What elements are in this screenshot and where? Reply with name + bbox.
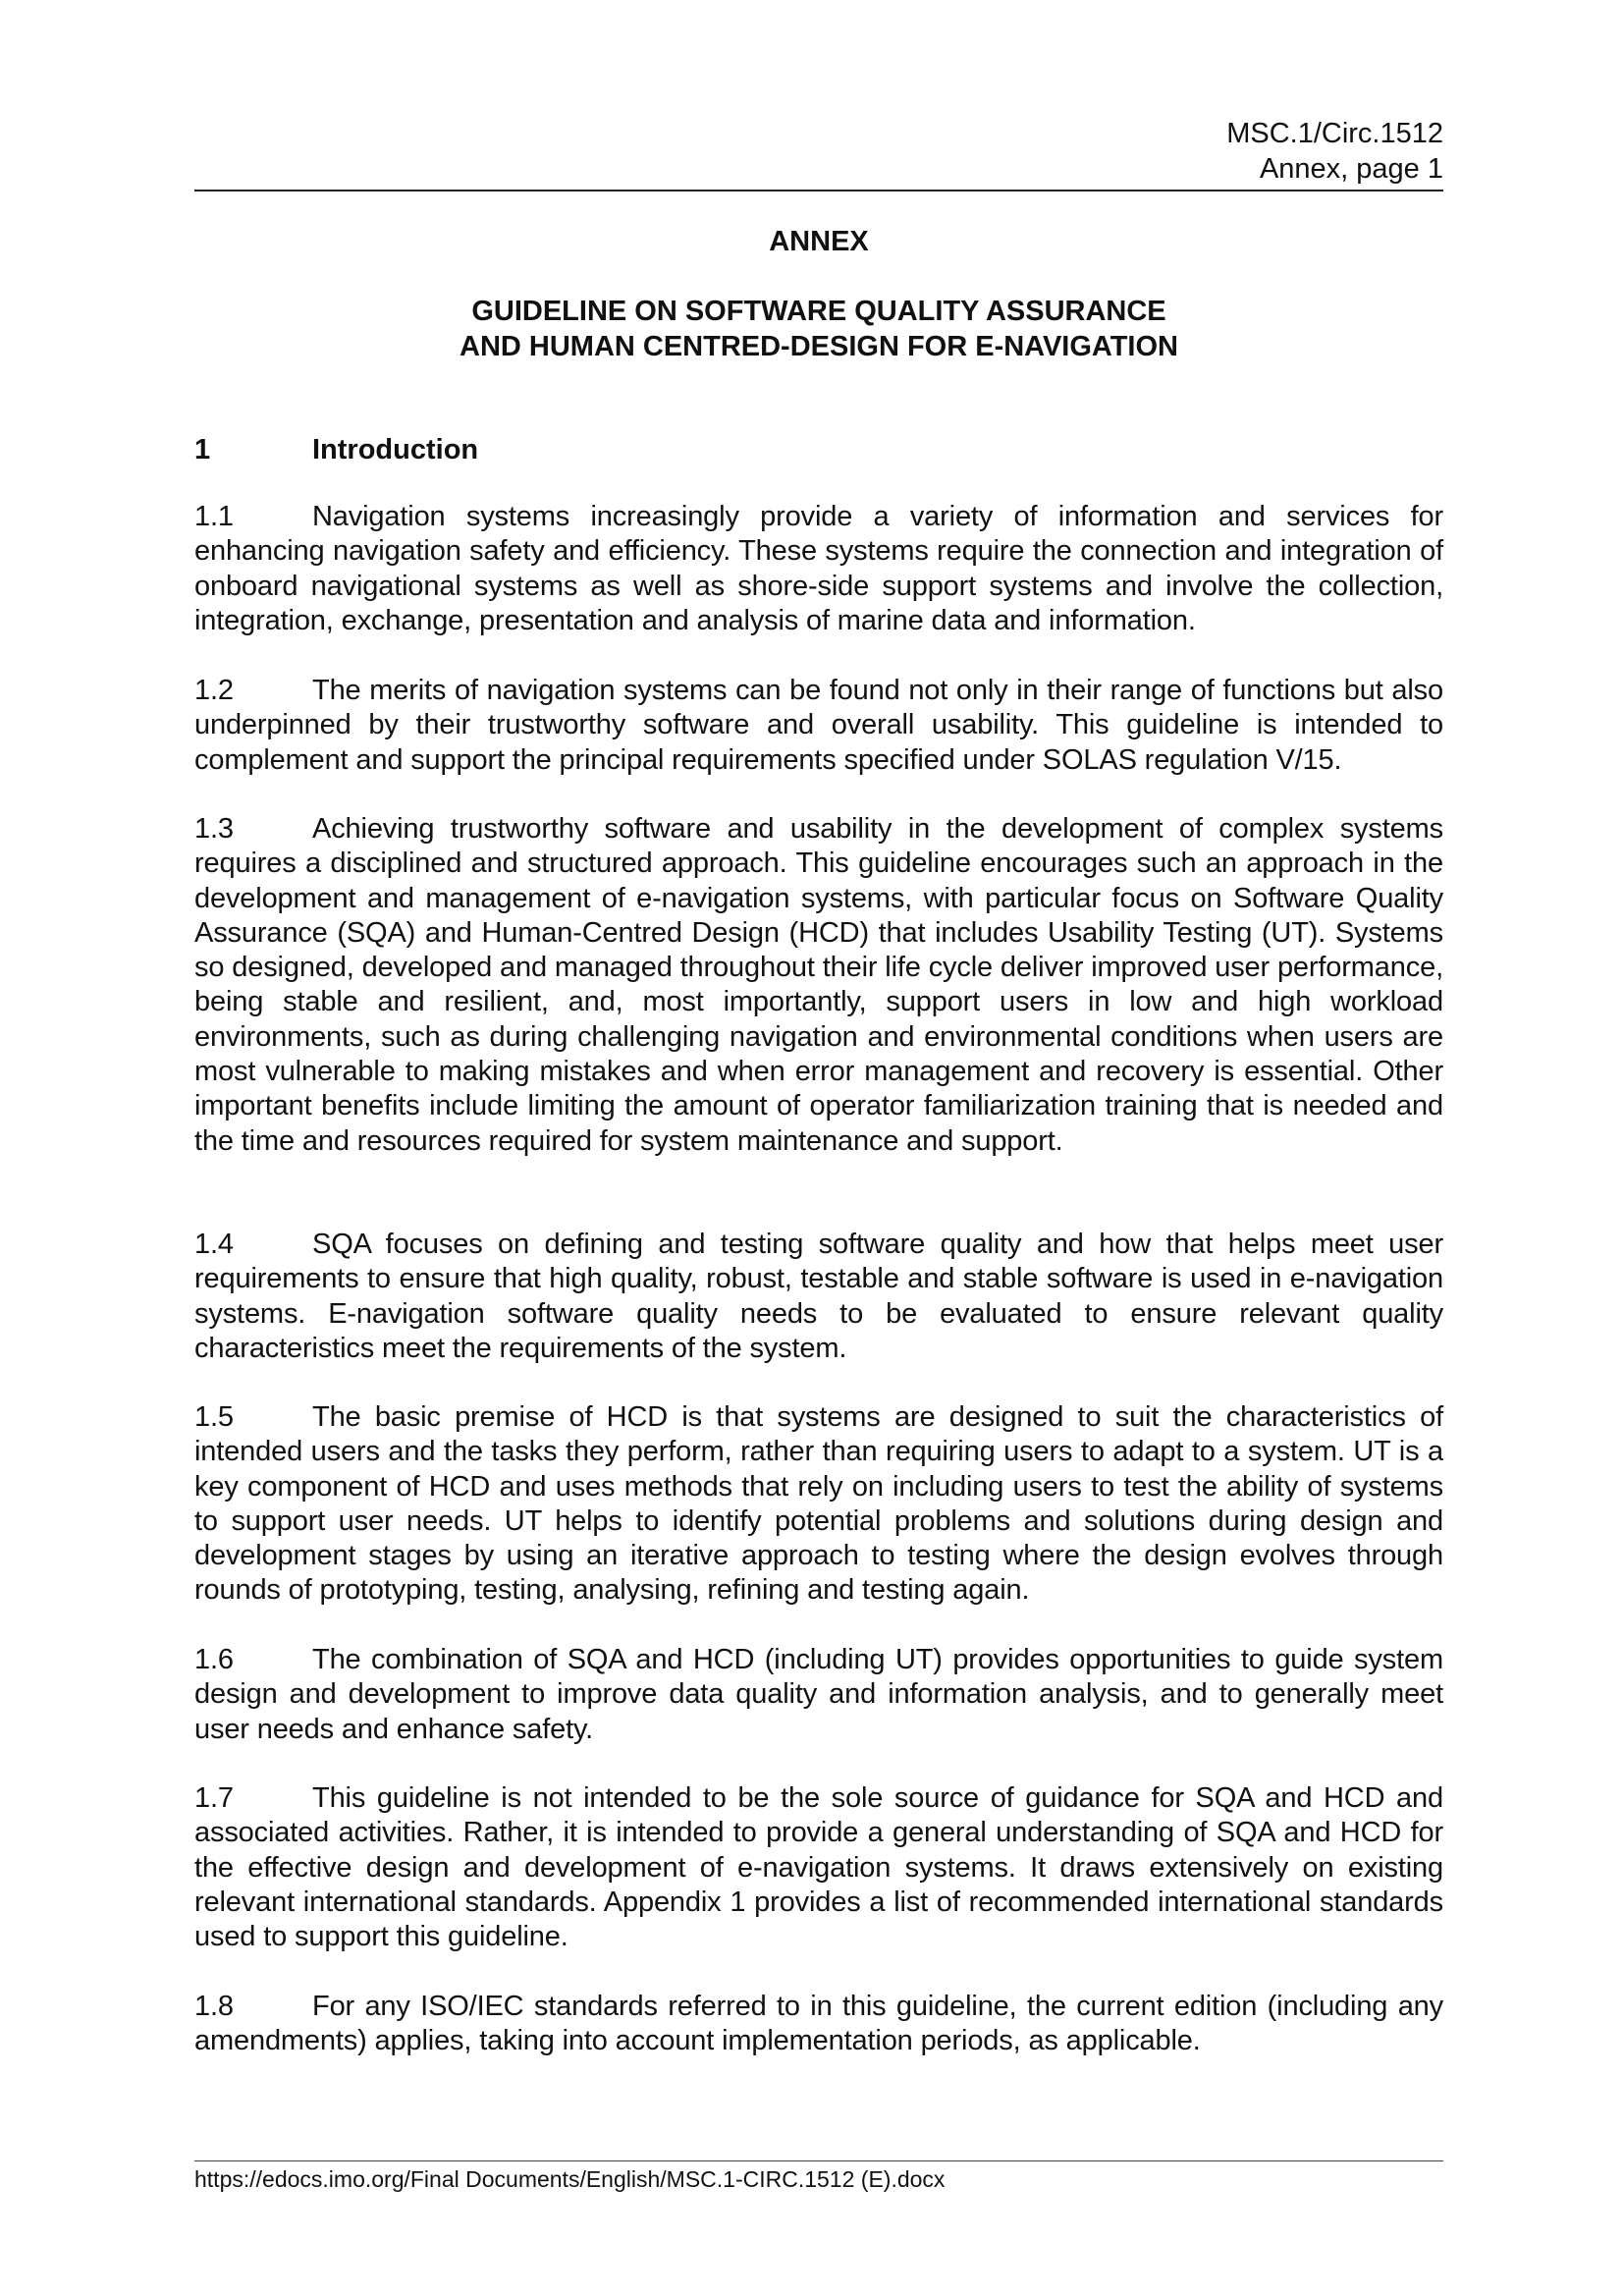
paragraph-number: 1.6 bbox=[194, 1644, 234, 1675]
paragraph-1-8 bbox=[194, 1990, 1443, 2059]
paragraph-text: The basic premise of HCD is that systems are designed to suit the characteristics of intended users and the tasks they perform, rather than requiring users to adapt to a system. UT is a key component of HCD and uses methods that rely on including users to test the ability of systems to support user needs. UT helps to identify potential problems and solutions during design and development stages by using an iterative approach to testing where the design evolves through rounds of prototyping, testing, analysing, refining and testing again. bbox=[194, 1401, 1443, 1607]
document-title-line-2: AND HUMAN CENTRED-DESIGN FOR E-NAVIGATION bbox=[460, 331, 1178, 362]
annex-label: ANNEX bbox=[769, 226, 869, 257]
paragraph-number: 1.2 bbox=[194, 675, 234, 706]
paragraph-text: For any ISO/IEC standards referred to in this guideline, the current edition (including any amendments) applies, taking into account implementation periods, as applicable. bbox=[194, 1991, 1443, 2057]
paragraph-number: 1.4 bbox=[194, 1229, 234, 1260]
paragraph-1-1 bbox=[194, 500, 1443, 638]
paragraph-text: The combination of SQA and HCD (including UT) provides opportunities to guide system design and development to improve data quality and information analysis, and to generally meet user needs and enhance safety. bbox=[194, 1644, 1443, 1745]
section-title: Introduction bbox=[312, 434, 479, 465]
header-divider bbox=[194, 190, 1443, 191]
paragraph-1-3 bbox=[194, 812, 1443, 1159]
paragraph-number: 1.7 bbox=[194, 1782, 234, 1814]
page-reference: Annex, page 1 bbox=[1259, 153, 1443, 185]
paragraph-1-4 bbox=[194, 1228, 1443, 1366]
paragraph-text: This guideline is not intended to be the sole source of guidance for SQA and HCD and associated activities. Rather, it is intended to provide a general understanding of SQA and HCD for the effective design and development of e-navigation systems. It draws extensively on existing relevant international standards. Appendix 1 provides a list of recommended international standards used to support this guideline. bbox=[194, 1782, 1443, 1953]
paragraph-number: 1.8 bbox=[194, 1991, 234, 2022]
paragraph-number: 1.1 bbox=[194, 501, 234, 532]
paragraph-text: The merits of navigation systems can be found not only in their range of functions but also underpinned by their trustworthy software and overall usability. This guideline is intended to complement and support the principal requirements specified under SOLAS regulation V/15. bbox=[194, 675, 1443, 776]
paragraph-1-7 bbox=[194, 1781, 1443, 1954]
document-title bbox=[194, 294, 1443, 364]
paragraph-1-5 bbox=[194, 1400, 1443, 1609]
page-header bbox=[194, 116, 1443, 187]
paragraph-1-6 bbox=[194, 1643, 1443, 1747]
document-reference: MSC.1/Circ.1512 bbox=[1226, 118, 1443, 149]
footer-divider bbox=[194, 2160, 1443, 2161]
document-title-line-1: GUIDELINE ON SOFTWARE QUALITY ASSURANCE bbox=[471, 296, 1166, 327]
paragraph-text: Navigation systems increasingly provide a variety of information and services for enhancing navigation safety and efficiency. These systems require the connection and integration of onboard navigational systems as well as shore-side support systems and involve the collection, integration, exchange, presentation and analysis of marine data and information. bbox=[194, 501, 1443, 636]
paragraph-1-2 bbox=[194, 674, 1443, 778]
paragraph-text: SQA focuses on defining and testing software quality and how that helps meet user requirements to ensure that high quality, robust, testable and stable software is used in e-navigation systems. E-navigation software quality needs to be evaluated to ensure relevant quality characteristics meet the requirements of the system. bbox=[194, 1229, 1443, 1364]
paragraph-text: Achieving trustworthy software and usability in the development of complex systems requires a disciplined and structured approach. This guideline encourages such an approach in the development and management of e-navigation systems, with particular focus on Software Quality Assurance (SQA) and Human-Centred Design (HCD) that includes Usability Testing (UT). Systems so designed, developed and managed throughout their life cycle deliver improved user performance, being stable and resilient, and, most importantly, support users in low and high workload environments, such as during challenging navigation and environmental conditions when users are most vulnerable to making mistakes and when error management and recovery is essential. Other important benefits include limiting the amount of operator familiarization training that is needed and the time and resources required for system maintenance and support. bbox=[194, 813, 1443, 1157]
paragraph-number: 1.5 bbox=[194, 1401, 234, 1433]
section-heading bbox=[194, 432, 1443, 467]
footer-file-path: https://edocs.imo.org/Final Documents/English/MSC.1-CIRC.1512 (E).docx bbox=[194, 2166, 946, 2192]
section-number: 1 bbox=[194, 434, 211, 465]
paragraph-number: 1.3 bbox=[194, 813, 234, 845]
